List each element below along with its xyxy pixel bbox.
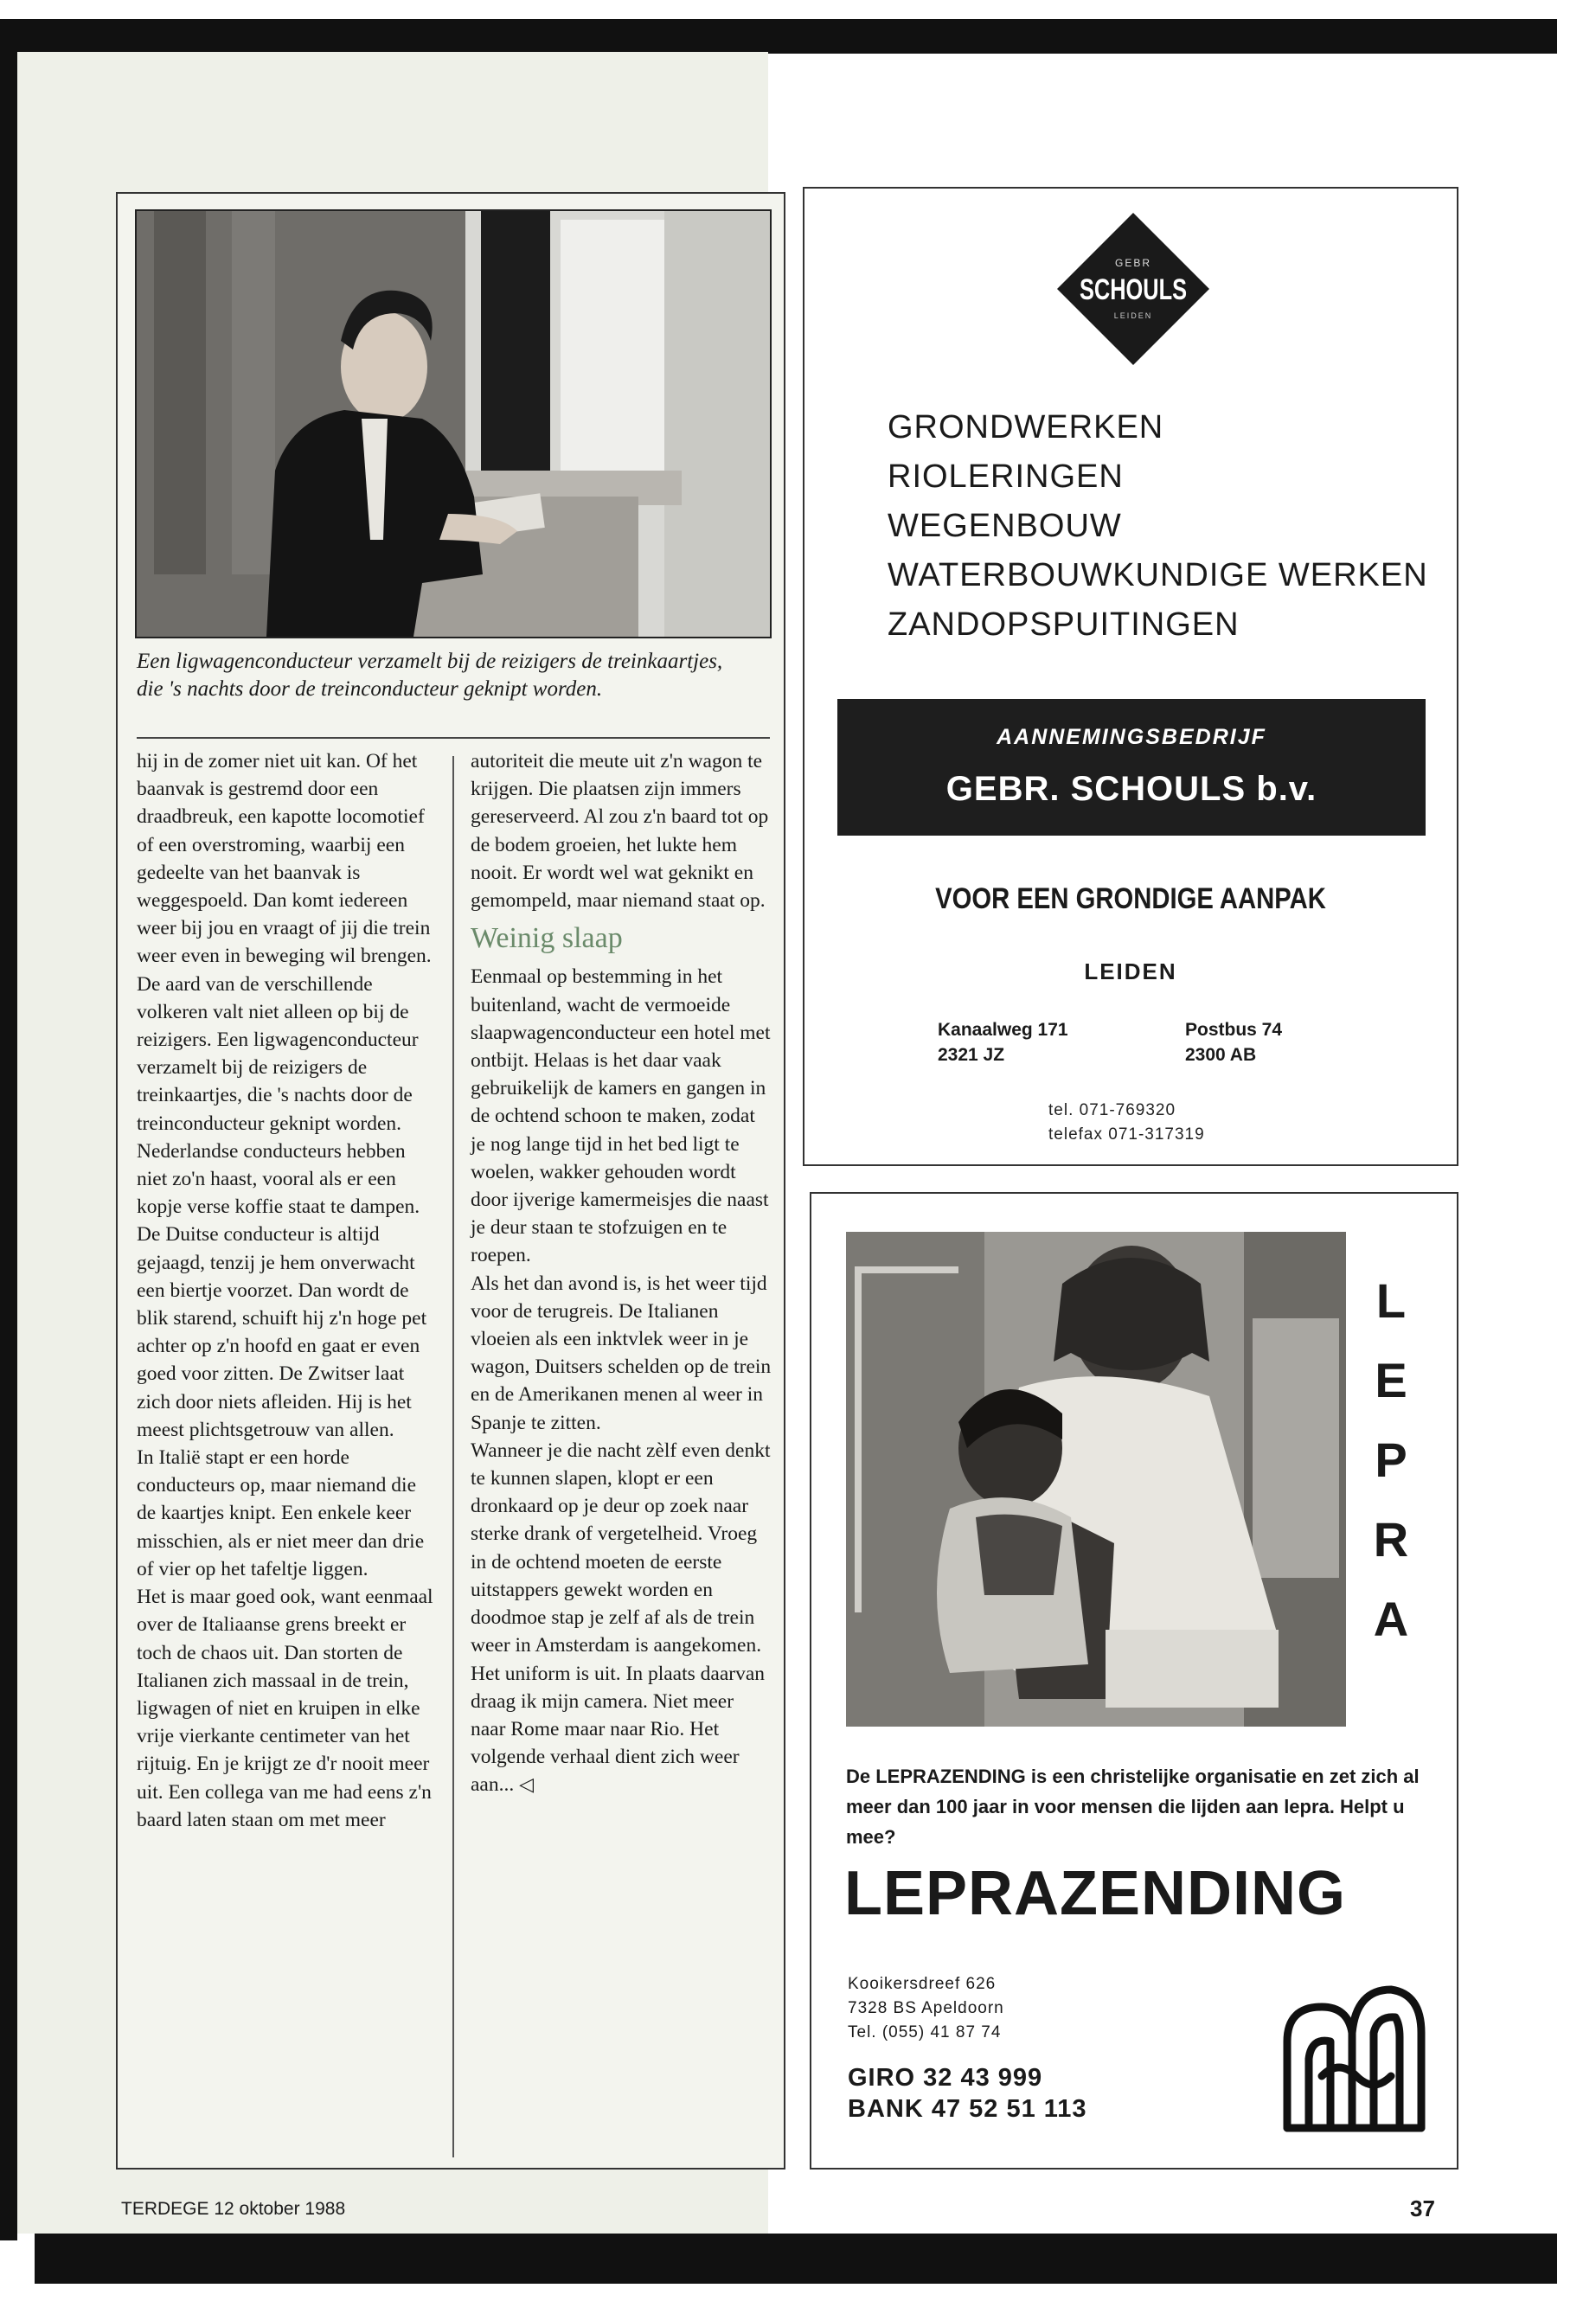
page-number: 37: [1410, 2195, 1435, 2221]
diamond-logo-icon: [1057, 213, 1209, 365]
article-column-1: [137, 747, 438, 1834]
paragraph: De aard van de verschillende volkeren valt niet alleen op bij de reizigers. Een ligwagenconducteur verzamelt bij de reizigers de treinkaartjes, die 's nachts door de treinconducteur geknipt worden. Nederlandse conducteurs hebben niet zo'n haast, vooral als er een kopje verse koffie staat te dampen. De Duitse conducteur is altijd gejaagd, tenzij je hem onverwacht een biertje voorzet. Dan wordt de blik starend, schuift hij z'n hoge pet achter op z'n hoofd en gaat er even goed voor zitten. De Zwitser laat zich door niets afleiden. Hij is het meest plichtsgetrouw van allen.: [137, 972, 427, 1441]
address-line: Kanaalweg 171: [938, 1020, 1068, 1040]
scan-edge-bottom: [35, 2234, 1557, 2284]
photo-conductor-illustration: [137, 211, 770, 637]
address-line: Kooikersdreef 626: [848, 1975, 997, 1993]
giro-number: GIRO 32 43 999: [848, 2064, 1043, 2092]
telephone: tel. 071-769320: [1048, 1101, 1176, 1119]
address-line: Postbus 74: [1185, 1020, 1283, 1040]
letter: R: [1373, 1512, 1409, 1567]
photo-caption: Een ligwagenconducteur verzamelt bij de reizigers de treinkaartjes, die 's nachts door de treinconducteur geknipt worden.: [137, 650, 723, 701]
banner-company-name: GEBR. SCHOULS b.v.: [945, 770, 1317, 808]
letter: E: [1375, 1353, 1407, 1407]
scan-edge-left: [0, 52, 17, 2240]
scan-edge-right: [1557, 0, 1596, 2301]
address-line: Tel. (055) 41 87 74: [848, 2023, 1002, 2041]
leprazending-logo-icon: [1270, 1972, 1434, 2137]
subheading: Weinig slaap: [471, 922, 623, 955]
logo-main-text: SCHOULS: [1080, 273, 1187, 306]
paragraph: Als het dan avond is, is het weer tijd voor de terugreis. De Italianen vloeien als een inktvlek weer in je wagon, Duitsers schelden op de trein en de Amerikanen menen al weer in Spanje te zitten.: [471, 1272, 772, 1434]
logo-top-text: GEBR: [1114, 257, 1152, 269]
paragraph: Het is maar goed ook, want eenmaal over de Italiaanse grens breekt er toch de chaos uit. Dan storten de Italianen zich massaal in de trein, ligwagen of niet en kruipen in elke vrije vierkante centimeter van het rijtuig. En je krijgt ze d'r nooit meer uit. Een collega van me had eens z'n baard laten staan om met meer: [137, 1586, 433, 1831]
organisation-description: De LEPRAZENDING is een christelijke organisatie en zet zich al meer dan 100 jaar in voor mensen die lijden aan lepra. Helpt u mee?: [846, 1766, 1420, 1848]
hands-logo-icon: [1270, 1972, 1434, 2137]
letter: L: [1375, 1273, 1407, 1328]
street-address: [938, 1017, 1068, 1067]
company-banner: [837, 699, 1426, 836]
address-line: 7328 BS Apeldoorn: [848, 1999, 1004, 2017]
paragraph: Eenmaal op bestemming in het buitenland, wacht de vermoeide slaapwagenconducteur een hotel met ontbijt. Helaas is het daar vaak gebruikelijk de kamers en gangen in de ochtend schoon te maken, zodat je nog lange tijd in het bed ligt te woelen, wakker gehouden wordt door ijverige kamermeisjes die naast je deur staan te stofzuigen en te roepen.: [471, 965, 771, 1267]
paragraph: Wanneer je die nacht zèlf even denkt te kunnen slapen, klopt er een dronkaard op je deur op zoek naar sterke drank of vergetelheid. Vroeg in de ochtend moeten de eerste uitstappers gewekt worden en doodmoe stap je zelf af als de trein weer in Amsterdam is aangekomen.: [471, 1439, 771, 1657]
bank-number: BANK 47 52 51 113: [848, 2095, 1087, 2123]
schouls-logo: [1057, 213, 1209, 365]
payment-details: [848, 2062, 1087, 2125]
city-name: LEIDEN: [1084, 958, 1177, 984]
logo-bottom-text: LEIDEN: [1113, 311, 1153, 320]
telefax: telefax 071-317319: [1048, 1125, 1205, 1144]
caption-rule: [137, 737, 770, 739]
paragraph: autoriteit die meute uit z'n wagon te krijgen. Die plaatsen zijn immers gereserveerd. Al zou z'n baard tot op de bodem groeien, het lukte hem nooit. Er wordt wel wat geknikt en gemompeld, maar niemand staat op.: [471, 750, 769, 913]
photo-mother-child: [846, 1232, 1346, 1727]
service-item: WEGENBOUW: [888, 508, 1122, 544]
photo-conductor: [135, 209, 772, 638]
footer-publication: TERDEGE 12 oktober 1988: [121, 2199, 346, 2219]
banner-subtitle: AANNEMINGSBEDRIJF: [997, 725, 1266, 749]
leprazending-advertisement: [810, 1192, 1458, 2170]
schouls-advertisement: [803, 187, 1458, 1166]
letter: A: [1373, 1592, 1409, 1646]
magazine-page: [17, 52, 1557, 2234]
postal-address: [1185, 1017, 1282, 1067]
service-item: RIOLERINGEN: [888, 458, 1124, 495]
address-line: 2321 JZ: [938, 1045, 1005, 1065]
organisation-name: LEPRAZENDING: [844, 1859, 1347, 1928]
column-rule: [452, 756, 454, 2157]
paragraph: [471, 1660, 773, 1799]
slogan: VOOR EEN GRONDIGE AANPAK: [935, 882, 1326, 915]
address-line: 2300 AB: [1185, 1045, 1257, 1065]
organisation-address: [848, 1972, 1004, 2045]
services-list: [888, 403, 1428, 650]
article-column-2: [471, 747, 773, 1799]
lepra-vertical-letters: [1365, 1261, 1417, 1659]
article-box: [116, 192, 785, 2170]
service-item: ZANDOPSPUITINGEN: [888, 606, 1240, 643]
paragraph-text: Het uniform is uit. In plaats daarvan draag ik mijn camera. Niet meer naar Rome maar naar Rio. Het volgende verhaal dient zich weer aan...: [471, 1662, 766, 1797]
photo-mother-child-illustration: [846, 1232, 1346, 1727]
service-item: WATERBOUWKUNDIGE WERKEN: [888, 557, 1428, 593]
scan-edge-top: [0, 19, 1557, 54]
paragraph: hij in de zomer niet uit kan. Of het baanvak is gestremd door een draadbreuk, een kapotte locomotief of een overstroming, waarbij een gedeelte van het baanvak is weggespoeld. Dan komt iedereen weer bij jou en vraagt of jij die trein weer even in beweging wil brengen.: [137, 750, 432, 968]
contact-numbers: [1048, 1099, 1205, 1147]
end-mark-icon: ◁: [519, 1773, 535, 1796]
paragraph: In Italië stapt er een horde conducteurs op, maar niemand die de kaartjes knipt. Een enkele keer misschien, als er niet meer dan drie of vier op het tafeltje liggen.: [137, 1446, 425, 1580]
service-item: GRONDWERKEN: [888, 409, 1164, 445]
letter: P: [1375, 1433, 1407, 1487]
